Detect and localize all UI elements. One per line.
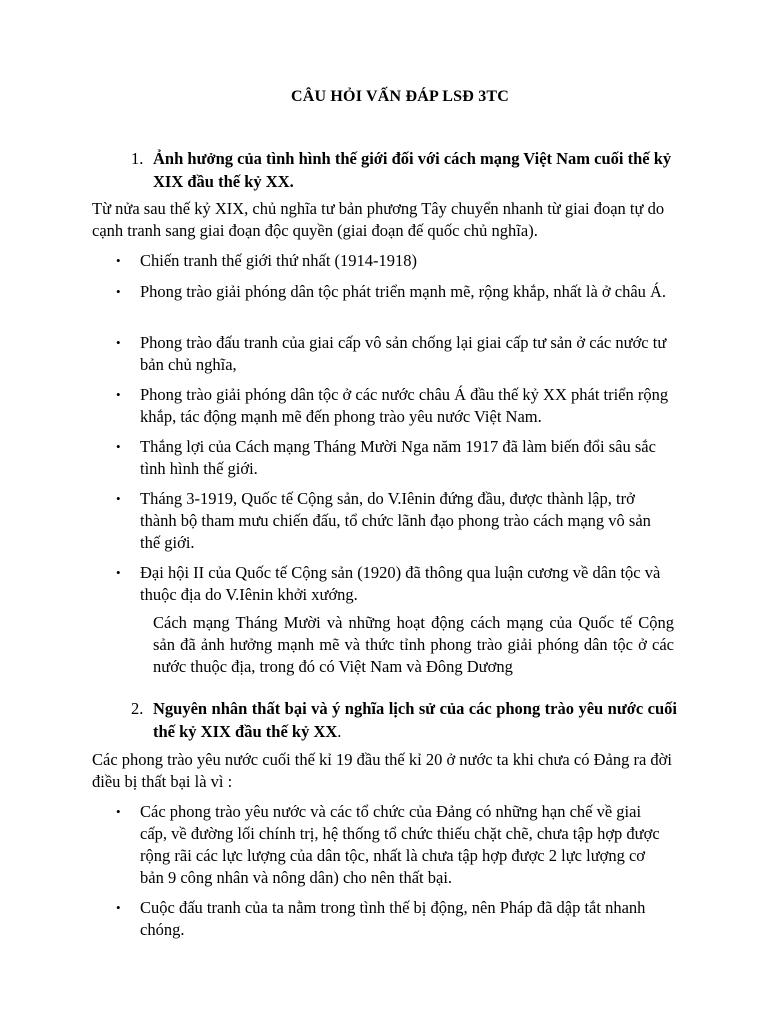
- question-2-intro: Các phong trào yêu nước cuối thế kỉ 19 đầu thế kỉ 20 ở nước ta khi chưa có Đảng ra đời điều bị thất bại là vì :: [92, 750, 672, 791]
- question-1-number: 1.: [131, 149, 144, 168]
- list-item-text: Phong trào giải phóng dân tộc ở các nước châu Á đầu thế kỷ XX phát triển rộng khắp, tác động mạnh mẽ đến phong trào yêu nước Việt Nam.: [140, 385, 669, 426]
- bullet-icon: •: [116, 284, 121, 299]
- bullet-icon: •: [116, 439, 121, 454]
- question-1-conclusion: Cách mạng Tháng Mười và những hoạt động cách mạng của Quốc tế Cộng sản đã ảnh hưởng mạnh mẽ và thức tỉnh phong trào giải phóng dân tộc ở các nước thuộc địa, trong đó có Việt Nam và Đông Dương: [153, 613, 674, 676]
- question-1-text: Ảnh hưởng của tình hình thế giới đối với cách mạng Việt Nam cuối thế kỷ XIX đầu thế kỷ XX.: [153, 149, 672, 191]
- bullet-icon: •: [116, 565, 121, 580]
- list-item-text: Đại hội II của Quốc tế Cộng sản (1920) đã thông qua luận cương về dân tộc và thuộc địa do V.Iênin khởi xướng.: [140, 563, 661, 604]
- bullet-icon: •: [116, 491, 121, 506]
- list-item-text: Thắng lợi của Cách mạng Tháng Mười Nga năm 1917 đã làm biến đổi sâu sắc tình hình thế giới.: [140, 437, 656, 478]
- question-2-trailing-period: .: [337, 722, 342, 741]
- document-title: CÂU HỎI VẤN ĐÁP LSĐ 3TC: [290, 88, 510, 105]
- list-item-text: Chiến tranh thế giới thứ nhất (1914-1918): [140, 251, 418, 270]
- list-item-text: Phong trào đấu tranh của giai cấp vô sản chống lại giai cấp tư sản ở các nước tư bản chủ nghĩa,: [140, 333, 667, 374]
- bullet-icon: •: [116, 387, 121, 402]
- list-item-text: Cuộc đấu tranh của ta nằm trong tình thế bị động, nên Pháp đã dập tắt nhanh chóng.: [140, 898, 646, 939]
- question-1-intro: Từ nửa sau thế kỷ XIX, chủ nghĩa tư bản phương Tây chuyển nhanh từ giai đoạn tự do cạnh tranh sang giai đoạn độc quyền (giai đoạn đế quốc chủ nghĩa).: [92, 199, 665, 240]
- bullet-icon: •: [116, 335, 121, 350]
- bullet-icon: •: [116, 253, 121, 268]
- question-1-heading: [131, 147, 677, 193]
- list-item-text: Phong trào giải phóng dân tộc phát triển mạnh mẽ, rộng khắp, nhất là ở châu Á.: [140, 282, 667, 301]
- question-2-text: Nguyên nhân thất bại và ý nghĩa lịch sử của các phong trào yêu nước cuối thế kỷ XIX đầu thế kỷ XX: [153, 699, 677, 741]
- question-2-text-wrap: [153, 697, 677, 743]
- bullet-icon: •: [116, 804, 121, 819]
- bullet-icon: •: [116, 900, 121, 915]
- question-2-heading: [131, 697, 677, 743]
- list-item-text: Các phong trào yêu nước và các tổ chức của Đảng có những hạn chế về giai cấp, về đường lối chính trị, hệ thống tổ chức thiếu chặt chẽ, chưa tập hợp được rộng rãi các lực lượng của dân tộc, nhất là chưa tập hợp được 2 lực lượng cơ bản 9 công nhân và nông dân) cho nên thất bại.: [140, 802, 660, 887]
- question-2-number: 2.: [131, 699, 144, 718]
- list-item-text: Tháng 3-1919, Quốc tế Cộng sản, do V.Iênin đứng đầu, được thành lập, trở thành bộ tham mưu chiến đấu, tổ chức lãnh đạo phong trào cách mạng vô sản thế giới.: [140, 489, 651, 552]
